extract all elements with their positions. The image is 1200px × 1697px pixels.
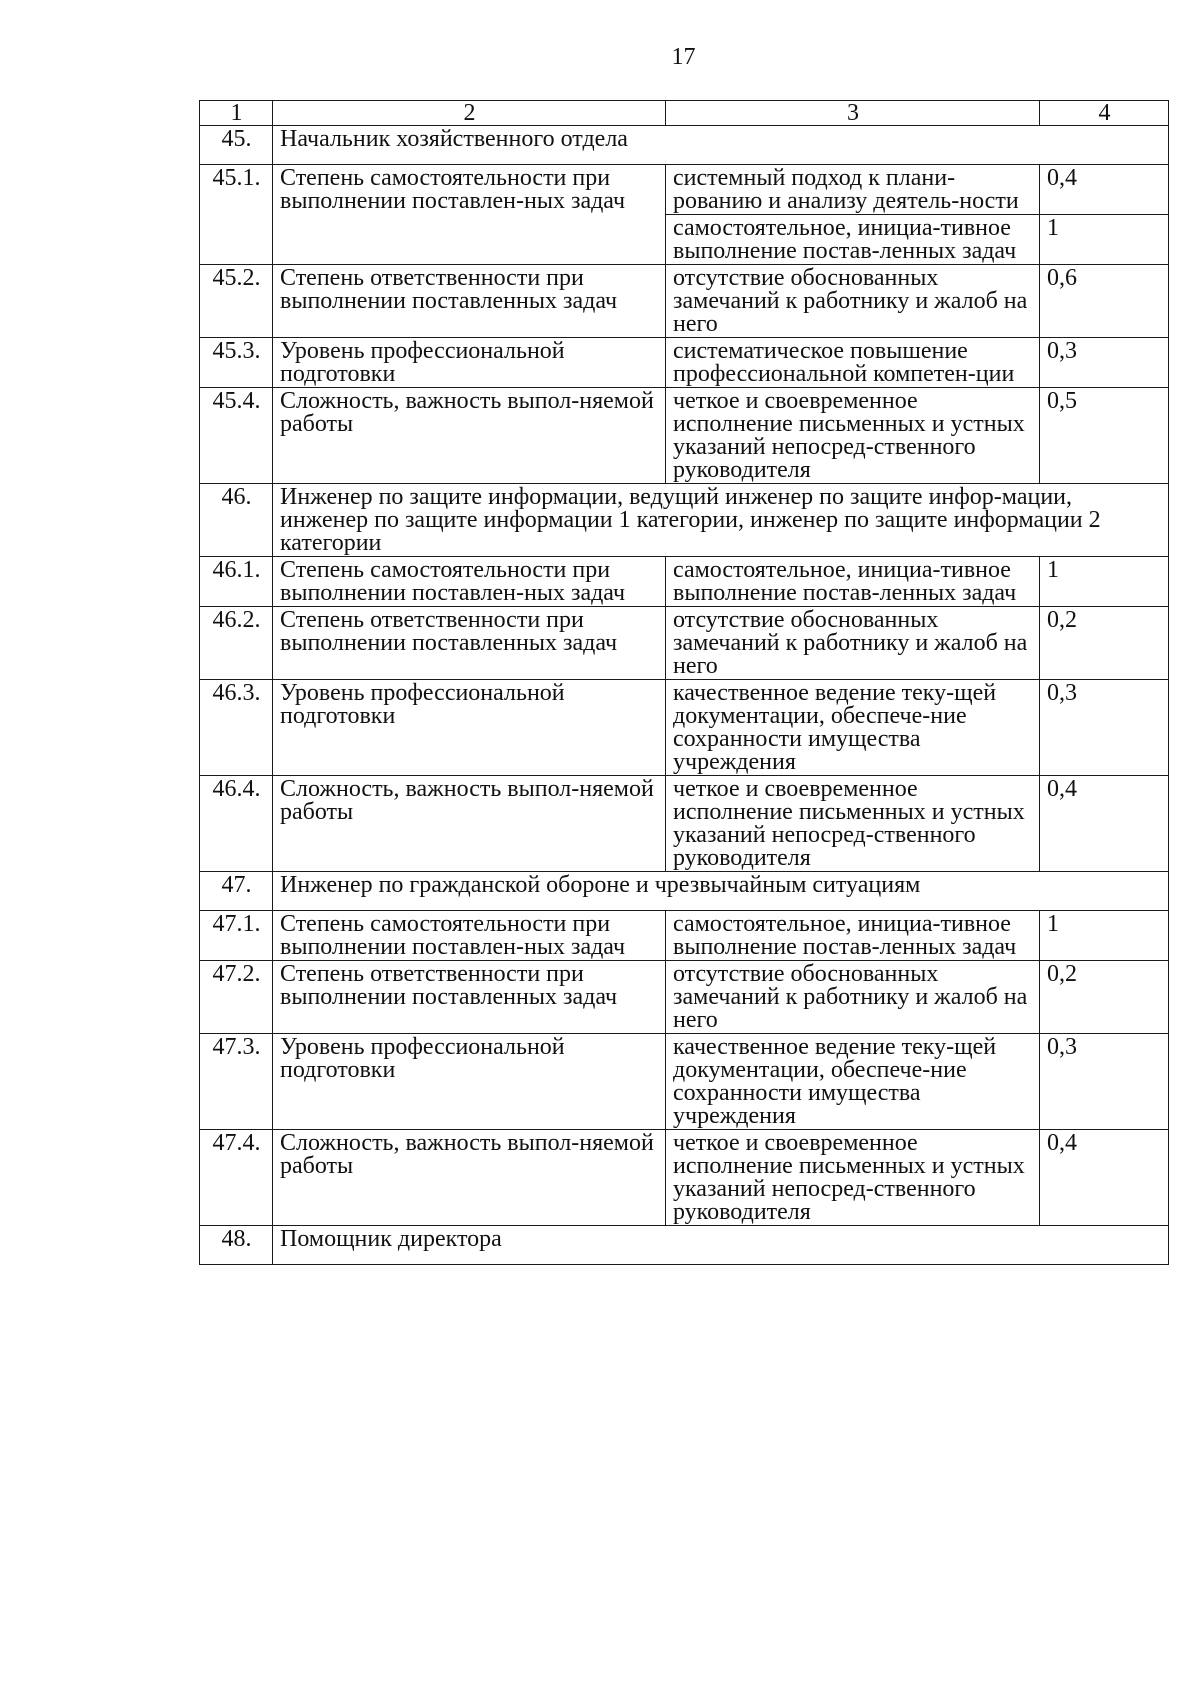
criterion-row [200, 338, 1169, 388]
coefficient-value: 0,6 [1040, 265, 1169, 338]
column-number: 2 [273, 101, 666, 126]
coefficient-value: 0,4 [1040, 1130, 1169, 1226]
indicator-text: четкое и своевременное исполнение письменных и устных указаний непосред-ственного руководителя [666, 776, 1040, 872]
criterion-name: Сложность, важность выпол-няемой работы [273, 1130, 666, 1226]
criterion-row [200, 607, 1169, 680]
section-title: Начальник хозяйственного отдела [273, 126, 1169, 165]
criterion-row [200, 680, 1169, 776]
criterion-name: Степень самостоятельности при выполнении поставлен-ных задач [273, 165, 666, 265]
column-number: 3 [666, 101, 1040, 126]
indicator-text: четкое и своевременное исполнение письменных и устных указаний непосред-ственного руководителя [666, 1130, 1040, 1226]
coefficient-value: 0,3 [1040, 680, 1169, 776]
column-number-row [200, 101, 1169, 126]
criterion-number: 46.4. [200, 776, 273, 872]
section-title: Инженер по гражданской обороне и чрезвычайным ситуациям [273, 872, 1169, 911]
section-title: Инженер по защите информации, ведущий инженер по защите инфор-мации, инженер по защите информации 1 категории, инженер по защите информации 2 категории [273, 484, 1169, 557]
criterion-name: Сложность, важность выпол-няемой работы [273, 388, 666, 484]
criterion-name: Степень ответственности при выполнении поставленных задач [273, 265, 666, 338]
indicator-text: четкое и своевременное исполнение письменных и устных указаний непосред-ственного руководителя [666, 388, 1040, 484]
criterion-name: Степень самостоятельности при выполнении поставлен-ных задач [273, 911, 666, 961]
criterion-row [200, 1034, 1169, 1130]
criterion-name: Степень самостоятельности при выполнении поставлен-ных задач [273, 557, 666, 607]
criterion-number: 47.1. [200, 911, 273, 961]
section-row [200, 484, 1169, 557]
criterion-row [200, 165, 1169, 215]
indicator-text: качественное ведение теку-щей документации, обеспече-ние сохранности имущества учреждения [666, 1034, 1040, 1130]
criteria-table-body [200, 101, 1169, 1265]
indicator-text: отсутствие обоснованных замечаний к работнику и жалоб на него [666, 607, 1040, 680]
criterion-row [200, 557, 1169, 607]
coefficient-value: 0,3 [1040, 338, 1169, 388]
indicator-text: систематическое повышение профессиональной компетен-ции [666, 338, 1040, 388]
criterion-number: 46.3. [200, 680, 273, 776]
indicator-text: качественное ведение теку-щей документации, обеспече-ние сохранности имущества учреждения [666, 680, 1040, 776]
criterion-number: 47.3. [200, 1034, 273, 1130]
criterion-name: Уровень профессиональной подготовки [273, 338, 666, 388]
section-row [200, 872, 1169, 911]
criterion-number: 47.2. [200, 961, 273, 1034]
criteria-table [199, 100, 1169, 1265]
column-number: 4 [1040, 101, 1169, 126]
indicator-text: отсутствие обоснованных замечаний к работнику и жалоб на него [666, 265, 1040, 338]
indicator-text: самостоятельное, инициа-тивное выполнение постав-ленных задач [666, 557, 1040, 607]
criterion-row [200, 911, 1169, 961]
criterion-row [200, 961, 1169, 1034]
criterion-name: Уровень профессиональной подготовки [273, 680, 666, 776]
criterion-name: Степень ответственности при выполнении поставленных задач [273, 607, 666, 680]
coefficient-value: 1 [1040, 911, 1169, 961]
section-row [200, 1226, 1169, 1265]
section-row [200, 126, 1169, 165]
coefficient-value: 1 [1040, 215, 1169, 265]
criterion-number: 45.4. [200, 388, 273, 484]
coefficient-value: 0,4 [1040, 776, 1169, 872]
criterion-row [200, 776, 1169, 872]
column-number: 1 [200, 101, 273, 126]
criterion-number: 46.2. [200, 607, 273, 680]
page-number: 17 [671, 44, 696, 70]
indicator-text: самостоятельное, инициа-тивное выполнение постав-ленных задач [666, 911, 1040, 961]
section-number: 46. [200, 484, 273, 557]
coefficient-value: 0,2 [1040, 607, 1169, 680]
criterion-number: 46.1. [200, 557, 273, 607]
criterion-number: 45.2. [200, 265, 273, 338]
criterion-number: 45.3. [200, 338, 273, 388]
indicator-text: отсутствие обоснованных замечаний к работнику и жалоб на него [666, 961, 1040, 1034]
coefficient-value: 0,3 [1040, 1034, 1169, 1130]
criterion-name: Сложность, важность выпол-няемой работы [273, 776, 666, 872]
criterion-number: 47.4. [200, 1130, 273, 1226]
indicator-text: самостоятельное, инициа-тивное выполнение постав-ленных задач [666, 215, 1040, 265]
criterion-row [200, 388, 1169, 484]
section-number: 47. [200, 872, 273, 911]
coefficient-value: 1 [1040, 557, 1169, 607]
indicator-text: системный подход к плани-рованию и анализу деятель-ности [666, 165, 1040, 215]
coefficient-value: 0,4 [1040, 165, 1169, 215]
coefficient-value: 0,2 [1040, 961, 1169, 1034]
criterion-name: Уровень профессиональной подготовки [273, 1034, 666, 1130]
criterion-row [200, 265, 1169, 338]
section-number: 45. [200, 126, 273, 165]
criterion-number: 45.1. [200, 165, 273, 265]
criterion-row [200, 1130, 1169, 1226]
criterion-name: Степень ответственности при выполнении поставленных задач [273, 961, 666, 1034]
coefficient-value: 0,5 [1040, 388, 1169, 484]
section-title: Помощник директора [273, 1226, 1169, 1265]
section-number: 48. [200, 1226, 273, 1265]
